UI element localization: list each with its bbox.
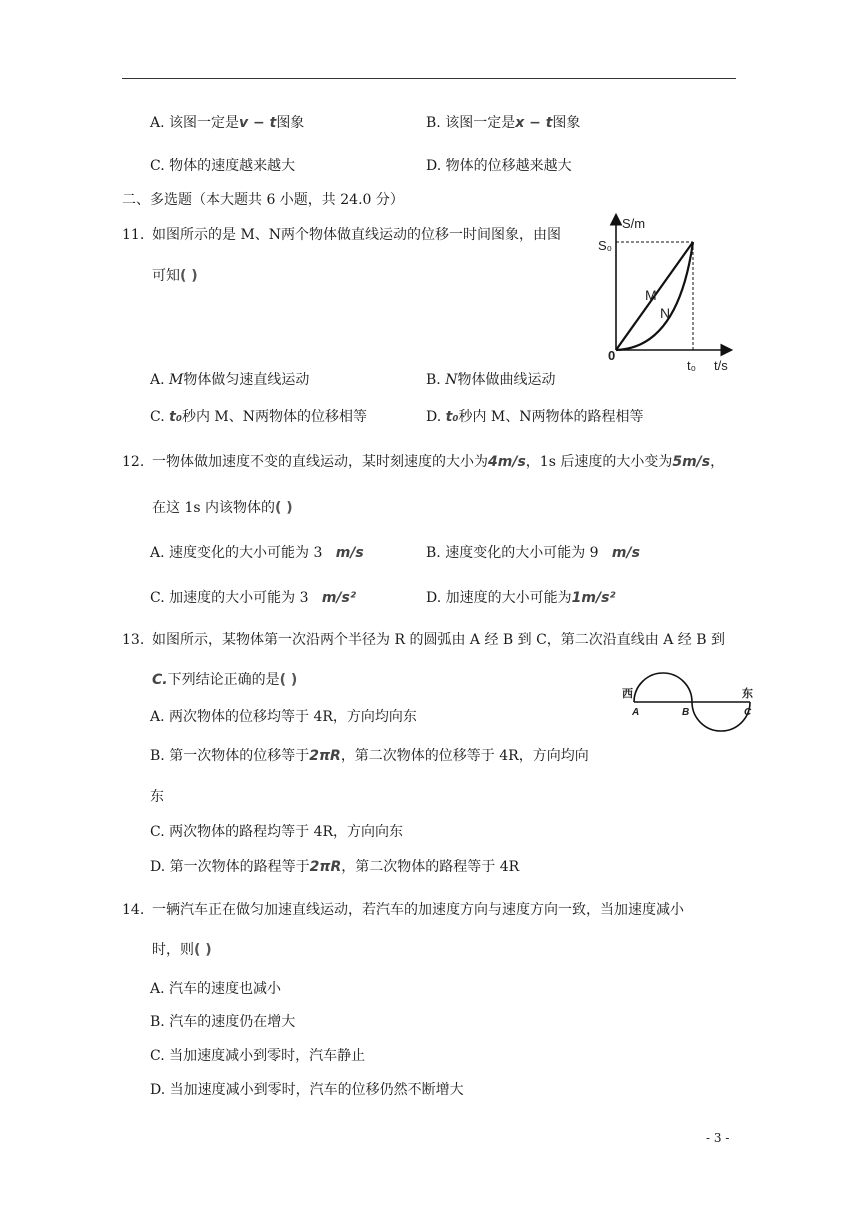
q14-option-c: C. 当加速度减小到零时，汽车静止 xyxy=(150,1048,366,1064)
q11-m-label: M xyxy=(645,287,657,303)
q13-stem-line1: 如图所示，某物体第一次沿两个半径为 R 的圆弧由 A 经 B 到 C，第二次沿直线由 A 经 B 到 xyxy=(152,632,725,648)
answer-paren: ( ) xyxy=(194,942,212,958)
q11-figure xyxy=(590,210,740,380)
section-heading: 二、多选题（本大题共 6 小题，共 24.0 分） xyxy=(122,192,404,208)
q13-b-label: B xyxy=(682,707,690,718)
q14-stem-line1: 一辆汽车正在做匀加速直线运动，若汽车的加速度方向与速度方向一致，当加速度减小 xyxy=(152,902,684,918)
q11-option-a: A. M物体做匀速直线运动 xyxy=(150,372,310,388)
q13-a-label: A xyxy=(632,707,640,718)
q11-s0-label: S₀ xyxy=(598,238,613,253)
q13-arc-bc xyxy=(692,702,750,731)
q11-option-d: D. t₀秒内 M、N两物体的路程相等 xyxy=(426,409,644,425)
header-rule xyxy=(122,78,736,79)
q12-stem-line1: 一物体做加速度不变的直线运动，某时刻速度的大小为4m/s，1s 后速度的大小变为5m/s， xyxy=(152,454,725,470)
q13-east-label: 东 xyxy=(742,688,753,700)
q11-origin-label: 0 xyxy=(608,348,616,363)
q11-number: 11. xyxy=(122,227,145,243)
q11-option-c: C. t₀秒内 M、N两物体的位移相等 xyxy=(150,409,367,425)
q13-c-label: C xyxy=(744,707,752,718)
q13-option-a: A. 两次物体的位移均等于 4R，方向均向东 xyxy=(150,709,417,725)
answer-paren: ( ) xyxy=(279,672,298,688)
q12-stem-line2: 在这 1s 内该物体的( ) xyxy=(152,500,293,516)
q14-number: 14. xyxy=(122,902,145,918)
page-number: - 3 - xyxy=(706,1131,730,1145)
q11-stem-line2: 可知( ) xyxy=(152,268,198,284)
q11-x-label: t/s xyxy=(714,358,728,373)
q12-option-c: C. 加速度的大小可能为 3 m/s² xyxy=(150,590,357,606)
answer-paren: ( ) xyxy=(180,268,198,284)
q14-option-b: B. 汽车的速度仍在增大 xyxy=(150,1014,296,1030)
q12-option-b: B. 速度变化的大小可能为 9 m/s xyxy=(426,545,640,561)
q11-t0-label: t₀ xyxy=(687,358,697,373)
q12-number: 12. xyxy=(122,454,145,470)
q12-option-d: D. 加速度的大小可能为1m/s² xyxy=(426,590,616,606)
q11-stem-line1: 如图所示的是 M、N两个物体做直线运动的位移一时间图象，由图 xyxy=(152,227,562,243)
q13-option-b-cont: 东 xyxy=(150,789,164,805)
q13-option-d: D. 第一次物体的路程等于2πR，第二次物体的路程等于 4R xyxy=(150,859,520,875)
q14-option-d: D. 当加速度减小到零时，汽车的位移仍然不断增大 xyxy=(150,1082,464,1098)
q13-option-b: B. 第一次物体的位移等于2πR，第二次物体的位移等于 4R，方向均向 xyxy=(150,748,589,764)
prev-option-d: D. 物体的位移越来越大 xyxy=(426,158,572,174)
q11-n-label: N xyxy=(660,305,671,321)
q11-option-b: B. N物体做曲线运动 xyxy=(426,372,556,388)
q14-stem-line2: 时，则( ) xyxy=(152,942,212,958)
q13-number: 13. xyxy=(122,632,145,648)
prev-option-b: B. 该图一定是x − t图象 xyxy=(426,115,581,131)
answer-paren: ( ) xyxy=(275,500,293,516)
q12-option-a: A. 速度变化的大小可能为 3 m/s xyxy=(150,545,364,561)
q14-option-a: A. 汽车的速度也减小 xyxy=(150,981,282,997)
q13-figure xyxy=(620,665,760,740)
prev-option-a: A. 该图一定是v − t图象 xyxy=(150,115,305,131)
q11-y-label: S/m xyxy=(622,216,646,231)
q13-stem-line2: C.下列结论正确的是( ) xyxy=(152,672,298,688)
q13-arc-ab xyxy=(634,673,692,702)
q13-option-c: C. 两次物体的路程均等于 4R，方向向东 xyxy=(150,824,404,840)
q13-west-label: 西 xyxy=(622,688,633,700)
prev-option-c: C. 物体的速度越来越大 xyxy=(150,158,296,174)
